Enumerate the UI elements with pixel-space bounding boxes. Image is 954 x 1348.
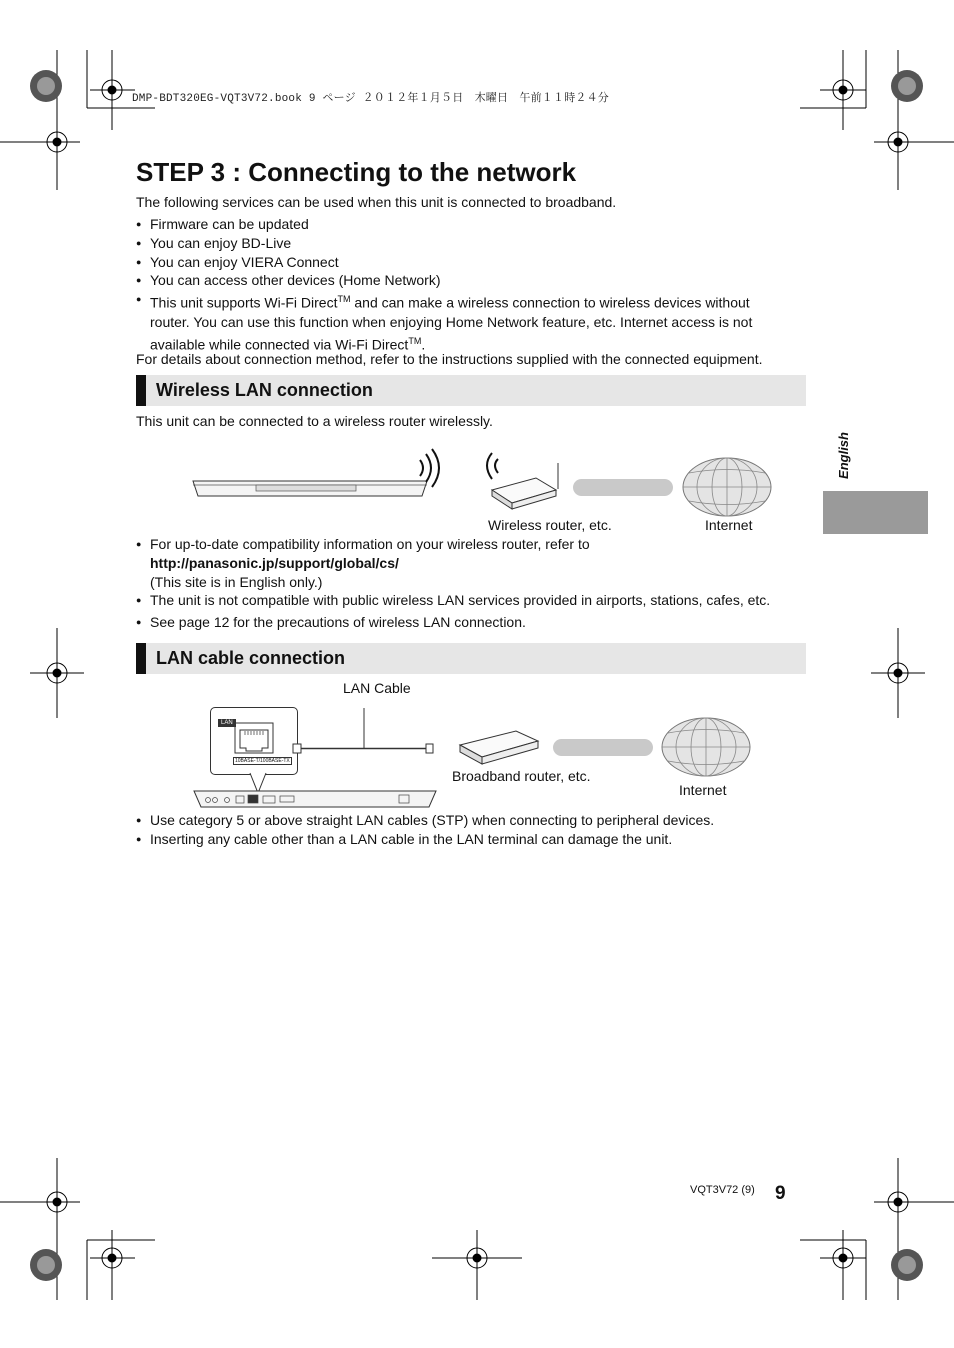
wifi-direct-line3-pre: available while connected via Wi-Fi Direct <box>150 336 409 353</box>
intro-text: The following services can be used when this unit is connected to broadband. <box>136 194 617 210</box>
section-heading-wireless <box>136 375 806 406</box>
page-title: STEP 3 : Connecting to the network <box>136 157 577 187</box>
connection-bar <box>553 739 653 757</box>
internet-globe-icon <box>660 716 752 778</box>
broadband-router-illustration <box>458 727 542 767</box>
wifi-direct-line3-post: . <box>421 336 426 353</box>
section-heading-label: LAN cable connection <box>156 648 346 668</box>
tm-mark: TM <box>337 294 351 304</box>
wifi-direct-line1-post: and can make a wireless connection to wireless devices without <box>350 294 750 311</box>
heading-marker <box>136 375 146 406</box>
service-item: ● You can enjoy BD-Live <box>136 234 810 253</box>
service-item: ● Firmware can be updated <box>136 215 810 234</box>
side-language-tab <box>823 491 928 534</box>
wifi-direct-note <box>136 290 810 354</box>
compat-line3: (This site is in English only.) <box>150 574 323 590</box>
wireless-router-illustration <box>478 445 568 515</box>
compat-line1: For up-to-date compatibility information on your wireless router, refer to <box>150 536 590 552</box>
section-heading-lan <box>136 643 806 674</box>
internet-caption: Internet <box>679 782 727 798</box>
service-item: ● You can enjoy VIERA Connect <box>136 253 810 272</box>
cable-category-note: ● Use category 5 or above straight LAN cables (STP) when connecting to peripheral devices. <box>136 811 830 830</box>
wifi-direct-line2: router. You can use this function when enjoying Home Network feature, etc. Internet access is not <box>150 313 753 330</box>
support-url-link[interactable]: http://panasonic.jp/support/global/cs/ <box>150 555 399 571</box>
footer-code: VQT3V72 (9) <box>690 1184 755 1196</box>
wireless-router-caption: Wireless router, etc. <box>488 517 612 533</box>
section-heading-label: Wireless LAN connection <box>156 380 373 400</box>
public-lan-note: ● The unit is not compatible with public wireless LAN services provided in airports, stations, cafes, etc. <box>136 591 830 610</box>
side-language-label: English <box>835 432 851 479</box>
lan-port-label: LAN <box>218 719 236 727</box>
terminal-warning-note: ● Inserting any cable other than a LAN cable in the LAN terminal can damage the unit. <box>136 830 830 849</box>
internet-globe-icon <box>681 456 773 518</box>
broadband-router-caption: Broadband router, etc. <box>452 768 591 784</box>
details-note: For details about connection method, refer to the instructions supplied with the connected equipment. <box>136 351 763 367</box>
lan-port-spec: 10BASE-T/100BASE-TX <box>235 758 290 764</box>
wireless-signal-icon <box>416 448 446 488</box>
lan-cable-illustration <box>240 705 430 795</box>
heading-marker <box>136 643 146 674</box>
compatibility-note <box>136 535 810 592</box>
tm-mark: TM <box>408 335 422 346</box>
precaution-note: ● See page 12 for the precautions of wireless LAN connection. <box>136 613 810 632</box>
player-unit-illustration <box>190 478 430 498</box>
wireless-intro: This unit can be connected to a wireless router wirelessly. <box>136 413 493 429</box>
wifi-direct-line1-pre: This unit supports Wi-Fi Direct <box>150 294 338 311</box>
internet-caption: Internet <box>705 517 753 533</box>
service-item: ● You can access other devices (Home Network) <box>136 271 810 290</box>
lan-cable-caption: LAN Cable <box>343 680 411 696</box>
player-rear-panel-illustration <box>193 790 438 810</box>
page-number: 9 <box>775 1183 786 1204</box>
book-header: DMP-BDT320EG-VQT3V72.book 9 ページ ２０１２年１月５日 木曜日 午前１１時２４分 <box>132 93 610 105</box>
connection-bar <box>573 479 673 497</box>
